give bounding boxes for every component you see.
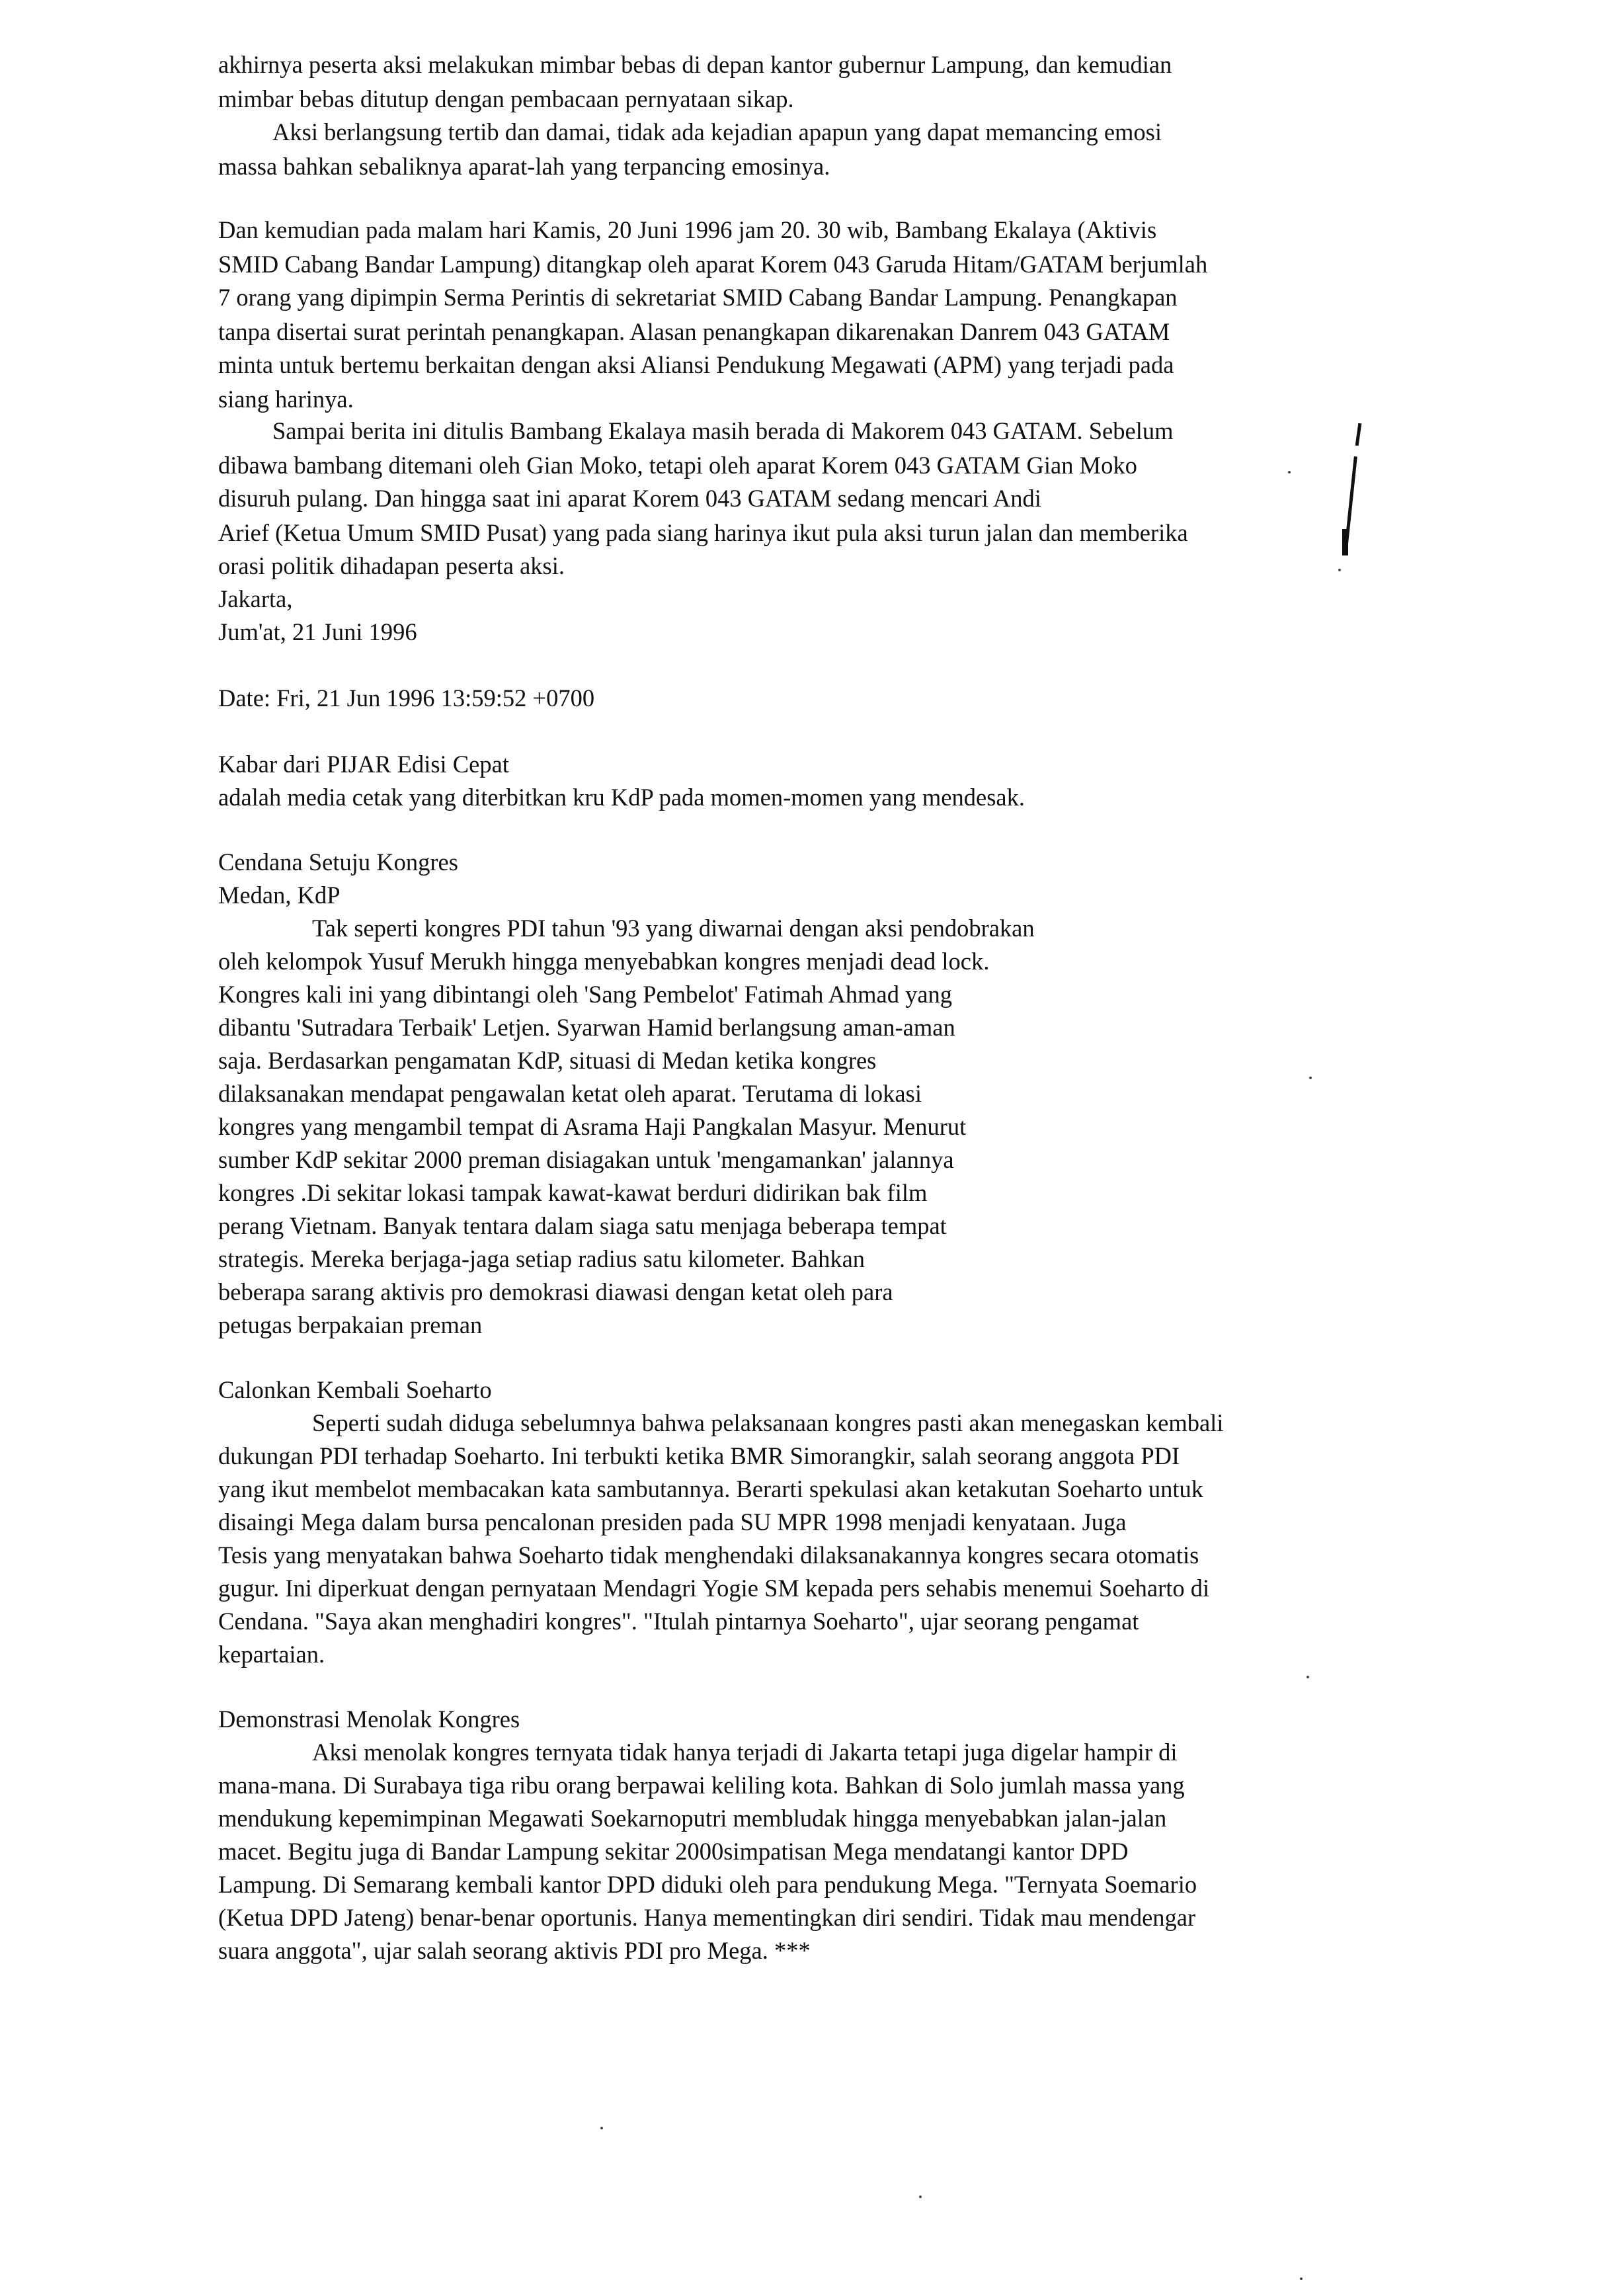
text-line: (Ketua DPD Jateng) benar-benar oportunis. Hanya mementingkan diri sendiri. Tidak mau mendengar bbox=[218, 1904, 1196, 1931]
text-line: disuruh pulang. Dan hingga saat ini aparat Korem 043 GATAM sedang mencari Andi bbox=[218, 485, 1041, 512]
text-line: adalah media cetak yang diterbitkan kru KdP pada momen-momen yang mendesak. bbox=[218, 784, 1025, 811]
text-line: kepartaian. bbox=[218, 1641, 325, 1668]
text-line: akhirnya peserta aksi melakukan mimbar bebas di depan kantor gubernur Lampung, dan kemudian bbox=[218, 51, 1172, 78]
text-line: Jakarta, bbox=[218, 585, 293, 612]
text-line: Kongres kali ini yang dibintangi oleh 'Sang Pembelot' Fatimah Ahmad yang bbox=[218, 981, 953, 1008]
text-line: dukungan PDI terhadap Soeharto. Ini terbukti ketika BMR Simorangkir, salah seorang anggota PDI bbox=[218, 1442, 1180, 1469]
text-line: Jum'at, 21 Juni 1996 bbox=[218, 618, 417, 645]
scan-speck bbox=[919, 2195, 922, 2198]
scan-speck bbox=[1288, 471, 1291, 473]
text-line: Dan kemudian pada malam hari Kamis, 20 Juni 1996 jam 20. 30 wib, Bambang Ekalaya (Aktivis bbox=[218, 216, 1157, 243]
text-line: saja. Berdasarkan pengamatan KdP, situasi di Medan ketika kongres bbox=[218, 1047, 877, 1074]
text-line: massa bahkan sebaliknya aparat-lah yang terpancing emosinya. bbox=[218, 153, 830, 180]
text-line: kongres .Di sekitar lokasi tampak kawat-kawat berduri didirikan bak film bbox=[218, 1179, 928, 1206]
text-line: perang Vietnam. Banyak tentara dalam siaga satu menjaga beberapa tempat bbox=[218, 1212, 947, 1239]
text-line: 7 orang yang dipimpin Serma Perintis di sekretariat SMID Cabang Bandar Lampung. Penangkapan bbox=[218, 284, 1178, 311]
text-line: Tesis yang menyatakan bahwa Soeharto tidak menghendaki dilaksanakannya kongres secara otomatis bbox=[218, 1541, 1199, 1569]
text-line: suara anggota", ujar salah seorang aktivis PDI pro Mega. *** bbox=[218, 1937, 811, 1964]
text-line: disaingi Mega dalam bursa pencalonan presiden pada SU MPR 1998 menjadi kenyataan. Juga bbox=[218, 1508, 1127, 1536]
section-heading: Demonstrasi Menolak Kongres bbox=[218, 1705, 520, 1733]
text-line: oleh kelompok Yusuf Merukh hingga menyebabkan kongres menjadi dead lock. bbox=[218, 948, 990, 975]
text-line: mana-mana. Di Surabaya tiga ribu orang berpawai keliling kota. Bahkan di Solo jumlah massa yang bbox=[218, 1772, 1185, 1799]
text-line: strategis. Mereka berjaga-jaga setiap radius satu kilometer. Bahkan bbox=[218, 1245, 865, 1272]
text-line: Seperti sudah diduga sebelumnya bahwa pelaksanaan kongres pasti akan menegaskan kembali bbox=[312, 1409, 1224, 1436]
text-line: Date: Fri, 21 Jun 1996 13:59:52 +0700 bbox=[218, 684, 595, 712]
text-line: beberapa sarang aktivis pro demokrasi diawasi dengan ketat oleh para bbox=[218, 1278, 893, 1305]
section-heading: Calonkan Kembali Soeharto bbox=[218, 1376, 492, 1403]
text-line: Kabar dari PIJAR Edisi Cepat bbox=[218, 751, 509, 778]
text-line: kongres yang mengambil tempat di Asrama Haji Pangkalan Masyur. Menurut bbox=[218, 1113, 967, 1140]
text-line: sumber KdP sekitar 2000 preman disiagakan untuk 'mengamankan' jalannya bbox=[218, 1146, 954, 1173]
scan-speck bbox=[600, 2127, 603, 2129]
text-line: Medan, KdP bbox=[218, 882, 341, 909]
text-line: orasi politik dihadapan peserta aksi. bbox=[218, 552, 565, 579]
scan-speck bbox=[1338, 569, 1341, 571]
scan-speck bbox=[1300, 2277, 1303, 2280]
margin-mark bbox=[1355, 423, 1362, 446]
text-line: Lampung. Di Semarang kembali kantor DPD diduki oleh para pendukung Mega. "Ternyata Soemario bbox=[218, 1871, 1197, 1898]
scan-speck bbox=[1309, 1077, 1312, 1079]
text-line: dibawa bambang ditemani oleh Gian Moko, tetapi oleh aparat Korem 043 GATAM Gian Moko bbox=[218, 452, 1137, 479]
text-line: Tak seperti kongres PDI tahun '93 yang diwarnai dengan aksi pendobrakan bbox=[312, 915, 1035, 942]
text-line: petugas berpakaian preman bbox=[218, 1311, 483, 1338]
text-line: gugur. Ini diperkuat dengan pernyataan Mendagri Yogie SM kepada pers sehabis menemui Soeharto di bbox=[218, 1575, 1210, 1602]
text-line: Arief (Ketua Umum SMID Pusat) yang pada siang harinya ikut pula aksi turun jalan dan memberika bbox=[218, 519, 1188, 546]
text-line: macet. Begitu juga di Bandar Lampung sekitar 2000simpatisan Mega mendatangi kantor DPD bbox=[218, 1838, 1129, 1865]
text-line: Aksi menolak kongres ternyata tidak hanya terjadi di Jakarta tetapi juga digelar hampir di bbox=[312, 1739, 1178, 1766]
section-heading: Cendana Setuju Kongres bbox=[218, 848, 458, 876]
text-line: SMID Cabang Bandar Lampung) ditangkap oleh aparat Korem 043 Garuda Hitam/GATAM berjumlah bbox=[218, 251, 1208, 278]
text-line: tanpa disertai surat perintah penangkapan. Alasan penangkapan dikarenakan Danrem 043 GATAM bbox=[218, 318, 1170, 345]
text-line: mimbar bebas ditutup dengan pembacaan pernyataan sikap. bbox=[218, 85, 794, 112]
text-line: dilaksanakan mendapat pengawalan ketat oleh aparat. Terutama di lokasi bbox=[218, 1080, 922, 1107]
text-line: Aksi berlangsung tertib dan damai, tidak ada kejadian apapun yang dapat memancing emosi bbox=[272, 118, 1162, 145]
text-line: Sampai berita ini ditulis Bambang Ekalaya masih berada di Makorem 043 GATAM. Sebelum bbox=[272, 417, 1174, 444]
text-line: minta untuk bertemu berkaitan dengan aksi Aliansi Pendukung Megawati (APM) yang terjadi pada bbox=[218, 351, 1174, 378]
text-line: mendukung kepemimpinan Megawati Soekarnoputri membludak hingga menyebabkan jalan-jalan bbox=[218, 1805, 1167, 1832]
text-line: yang ikut membelot membacakan kata sambutannya. Berarti spekulasi akan ketakutan Soeharto untuk bbox=[218, 1475, 1203, 1502]
text-line: dibantu 'Sutradara Terbaik' Letjen. Syarwan Hamid berlangsung aman-aman bbox=[218, 1014, 955, 1041]
margin-mark bbox=[1342, 529, 1348, 555]
text-line: siang harinya. bbox=[218, 386, 354, 413]
scan-speck bbox=[1306, 1676, 1309, 1678]
text-line: Cendana. "Saya akan menghadiri kongres". "Itulah pintarnya Soeharto", ujar seorang pengamat bbox=[218, 1608, 1139, 1635]
